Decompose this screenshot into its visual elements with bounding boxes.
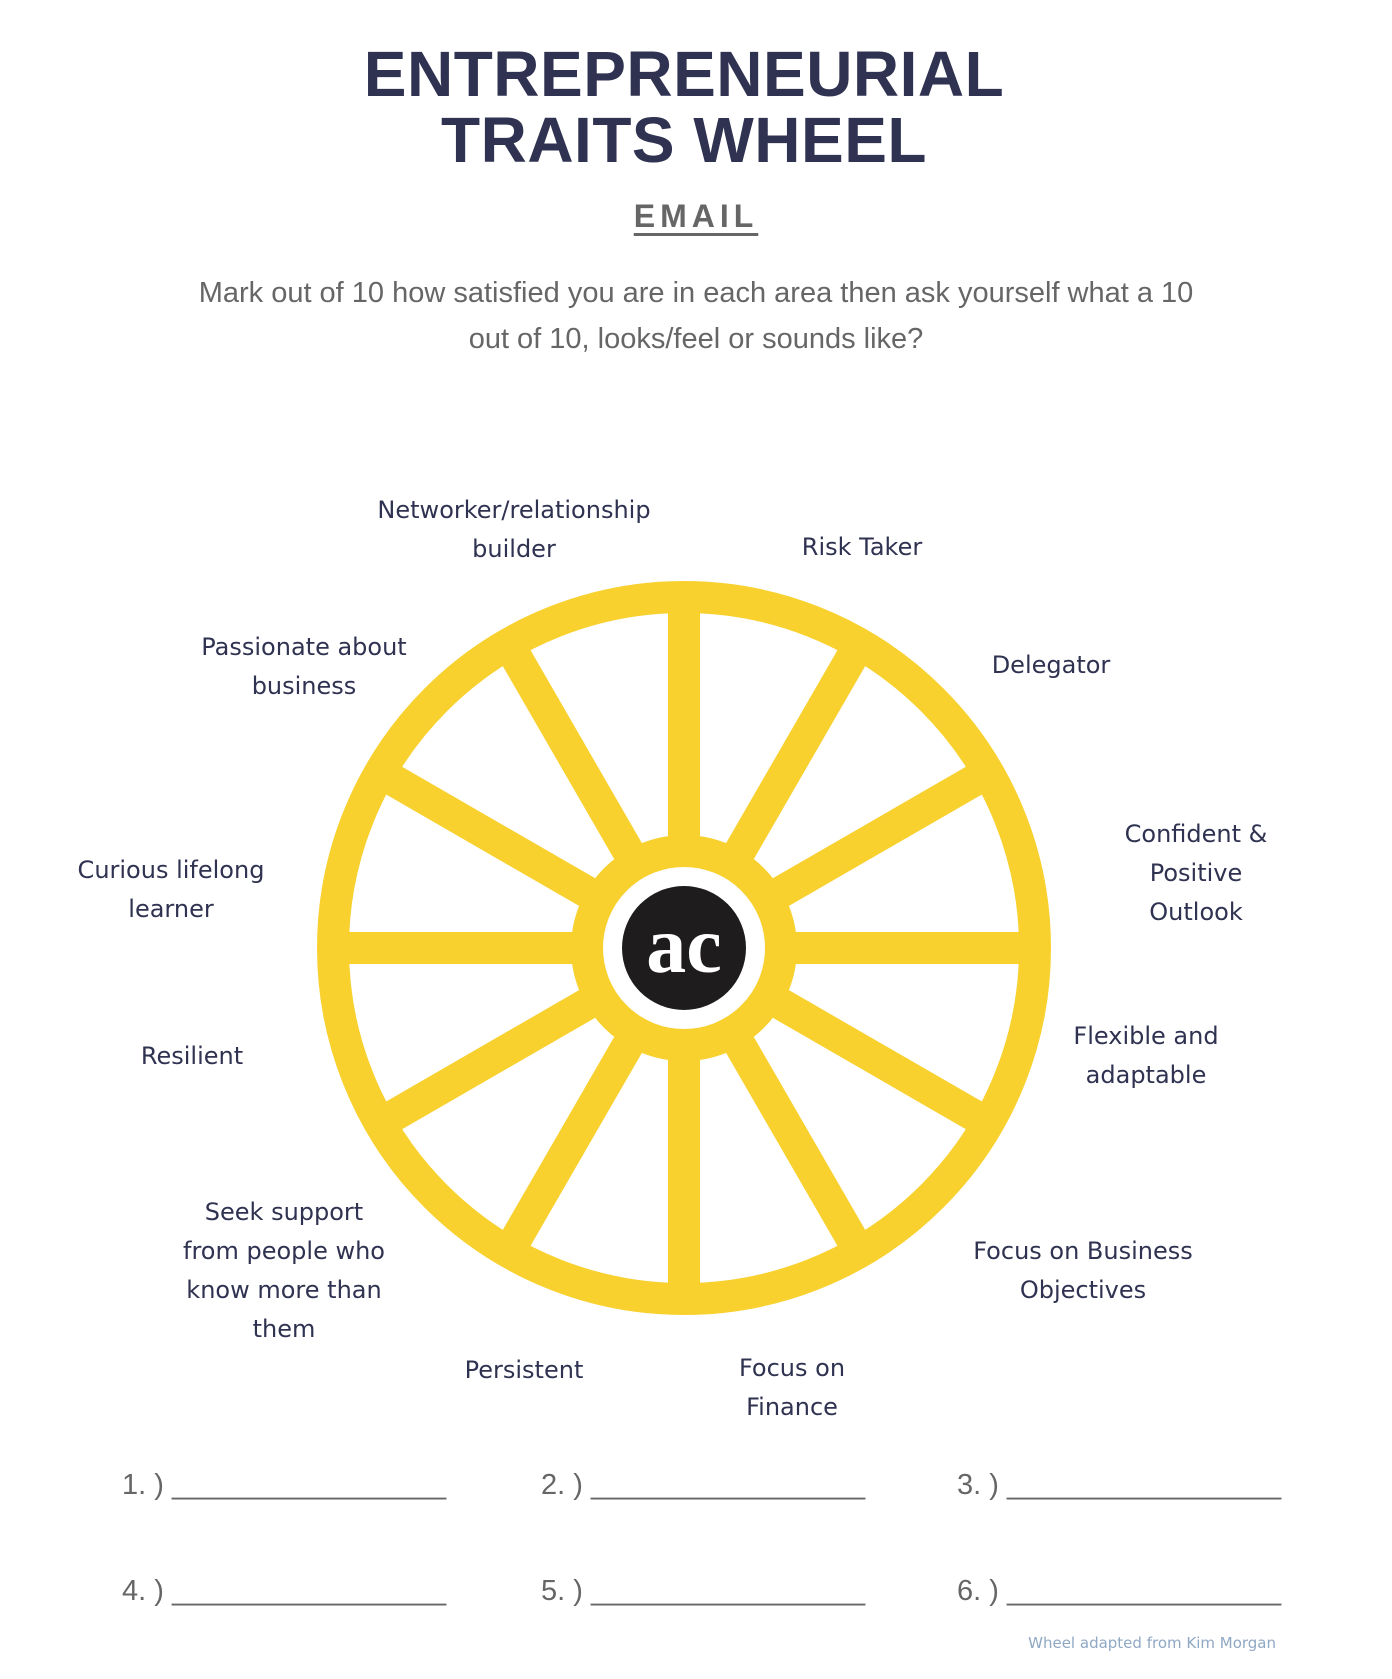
trait-passionate: Passionate about business xyxy=(201,633,407,700)
trait-networker: Networker/relationship builder xyxy=(377,496,651,563)
trait-persistent: Persistent xyxy=(464,1356,584,1384)
wheel-spoke xyxy=(509,1032,636,1252)
answer-line-2[interactable]: 2. ) _________________ xyxy=(541,1469,866,1501)
answer-line-6[interactable]: 6. ) _________________ xyxy=(957,1575,1282,1607)
answer-line-1[interactable]: 1. ) _________________ xyxy=(122,1469,447,1501)
trait-resilient: Resilient xyxy=(140,1042,244,1070)
title-line-2: TRAITS WHEEL xyxy=(441,104,927,176)
wheel-spoke xyxy=(733,644,860,864)
wheel-spoke xyxy=(380,997,600,1124)
credit-note: Wheel adapted from Kim Morgan xyxy=(1028,1634,1276,1652)
answer-line-4[interactable]: 4. ) _________________ xyxy=(122,1575,447,1607)
trait-finance: Focus on Finance xyxy=(738,1354,846,1421)
trait-flexible: Flexible and adaptable xyxy=(1073,1022,1219,1089)
wheel-spoke xyxy=(768,773,988,900)
trait-seek-support: Seek support from people who know more than them xyxy=(183,1198,385,1343)
subtitle: EMAIL xyxy=(633,198,759,234)
answer-line-5[interactable]: 5. ) _________________ xyxy=(541,1575,866,1607)
wheel-spoke xyxy=(509,644,636,864)
wheel-spoke xyxy=(733,1032,860,1252)
trait-delegator: Delegator xyxy=(991,651,1111,679)
trait-risk-taker: Risk Taker xyxy=(801,533,923,561)
hub-logo-text: ac xyxy=(646,902,722,990)
wheel-spoke xyxy=(380,773,600,900)
trait-confident-positive: Confident & Positive Outlook xyxy=(1124,820,1268,926)
instructions: Mark out of 10 how satisfied you are in each area then ask yourself what a 10 out of 10, looks/feel or sounds like? xyxy=(198,277,1194,355)
title-line-1: ENTREPRENEURIAL xyxy=(363,38,1005,110)
trait-business-objectives: Focus on Business Objectives xyxy=(973,1237,1193,1304)
trait-curious-learner: Curious lifelong learner xyxy=(77,856,265,923)
wheel-spoke xyxy=(768,997,988,1124)
answer-line-3[interactable]: 3. ) _________________ xyxy=(957,1469,1282,1501)
